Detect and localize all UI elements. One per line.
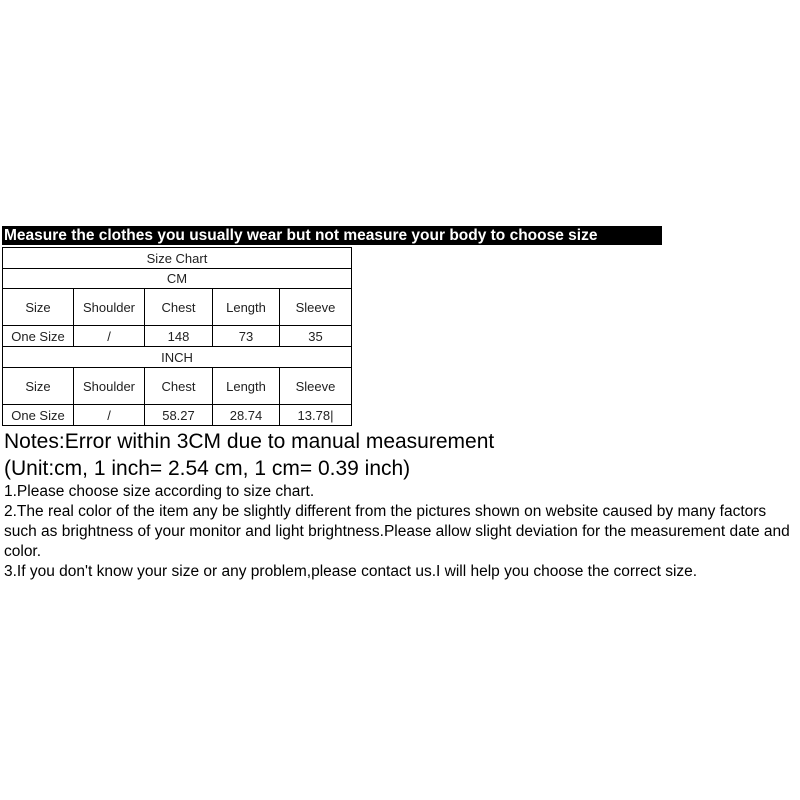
note-item-3: 3.If you don't know your size or any problem,please contact us.I will help you choose the correct size. — [4, 563, 698, 580]
header-chest: Chest — [145, 289, 213, 326]
unit-row-cm — [3, 269, 352, 289]
header-sleeve: Sleeve — [280, 289, 352, 326]
notes-unit-conversion: (Unit:cm, 1 inch= 2.54 cm, 1 cm= 0.39 inch) — [4, 457, 411, 480]
table-row — [3, 326, 352, 347]
unit-label-inch: INCH — [3, 347, 352, 368]
header-length: Length — [213, 289, 280, 326]
notes-list — [4, 482, 796, 582]
note-item-1: 1.Please choose size according to size chart. — [4, 483, 315, 500]
cell-length: 28.74 — [213, 405, 280, 426]
unit-label-cm: CM — [3, 269, 352, 289]
notes-title: Notes:Error within 3CM due to manual measurement — [4, 430, 495, 453]
header-sleeve: Sleeve — [280, 368, 352, 405]
size-chart-title: Size Chart — [3, 248, 352, 269]
header-shoulder: Shoulder — [74, 289, 145, 326]
header-row-inch — [3, 368, 352, 405]
table-title-row — [3, 248, 352, 269]
header-shoulder: Shoulder — [74, 368, 145, 405]
cell-length: 73 — [213, 326, 280, 347]
unit-row-inch — [3, 347, 352, 368]
header-row-cm — [3, 289, 352, 326]
table-row — [3, 405, 352, 426]
cell-sleeve: 35 — [280, 326, 352, 347]
cell-chest: 58.27 — [145, 405, 213, 426]
cell-size: One Size — [3, 405, 74, 426]
header-length: Length — [213, 368, 280, 405]
header-size: Size — [3, 289, 74, 326]
cell-sleeve: 13.78| — [280, 405, 352, 426]
note-item-2: 2.The real color of the item any be slightly different from the pictures shown on website caused by many factors such as brightness of your monitor and light brightness.Please allow slight deviation for the measurement date and color. — [4, 503, 790, 560]
cell-chest: 148 — [145, 326, 213, 347]
cell-shoulder: / — [74, 405, 145, 426]
header-chest: Chest — [145, 368, 213, 405]
cell-size: One Size — [3, 326, 74, 347]
cell-shoulder: / — [74, 326, 145, 347]
header-size: Size — [3, 368, 74, 405]
measurement-banner: Measure the clothes you usually wear but not measure your body to choose size — [2, 226, 662, 245]
size-chart-table — [2, 247, 352, 426]
